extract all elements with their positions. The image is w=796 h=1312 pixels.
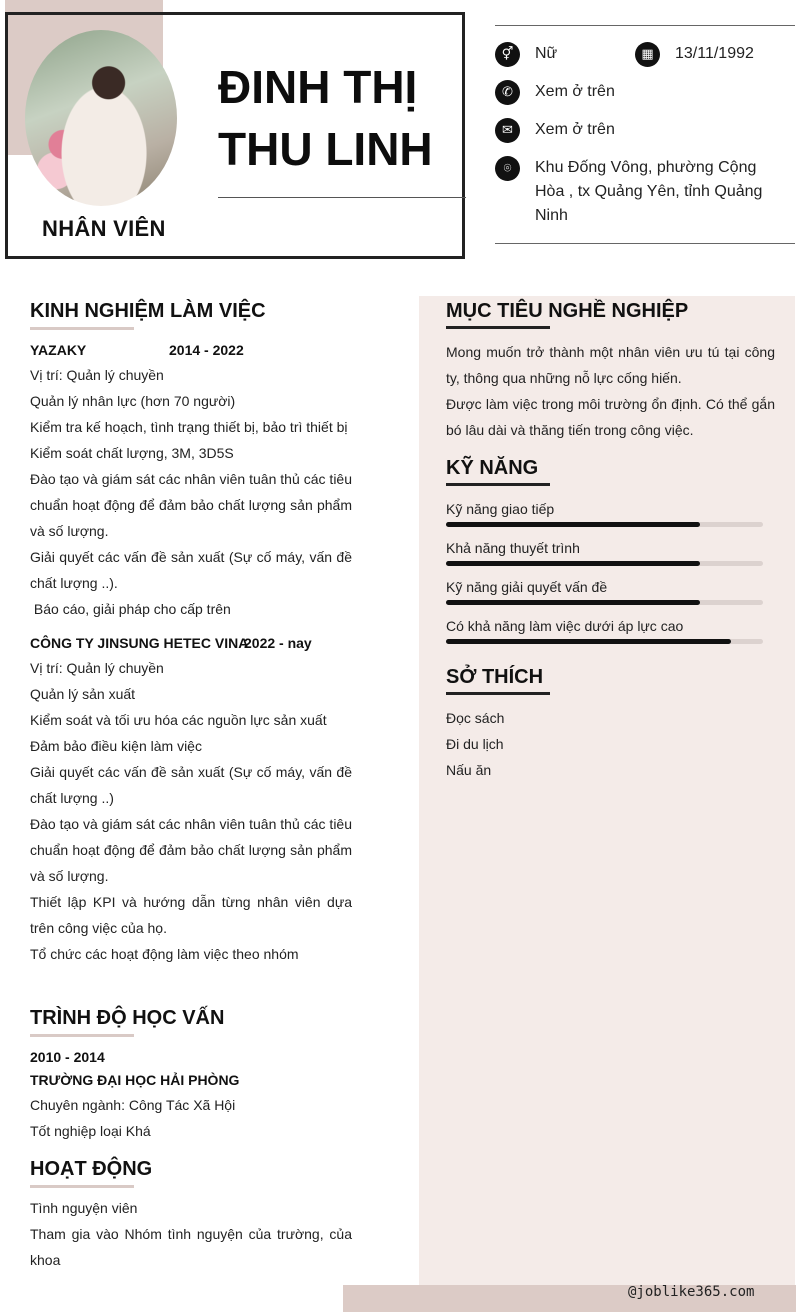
- hobby-item: Đi du lịch: [446, 736, 504, 752]
- job-1-line: Báo cáo, giải pháp cho cấp trên: [30, 601, 231, 617]
- name-line-1: ĐINH THỊ: [218, 61, 418, 113]
- job-1-line: Đào tạo và giám sát các nhân viên tuân thủ các tiêu chuẩn hoạt động để đảm bảo chất lượng sản phẩm và số lượng.: [30, 471, 352, 539]
- activities-title-underline: [30, 1185, 134, 1188]
- skill-bar-fill: [446, 600, 700, 605]
- experience-title-underline: [30, 327, 134, 330]
- activities-title: HOẠT ĐỘNG: [30, 1158, 153, 1180]
- experience-title: KINH NGHIỆM LÀM VIỆC: [30, 300, 266, 322]
- job-2-line: Kiểm soát và tối ưu hóa các nguồn lực sản xuất: [30, 712, 327, 728]
- objective-paragraph: Được làm việc trong môi trường ổn định. Có thể gắn bó lâu dài và thăng tiến trong công việc.: [446, 396, 775, 438]
- job-1-details: [30, 362, 352, 622]
- calendar-icon: ▦: [635, 42, 660, 67]
- right-column-background: [419, 296, 795, 1312]
- address-value: Khu Đống Vông, phường Cộng Hòa , tx Quảng Yên, tỉnh Quảng Ninh: [535, 159, 763, 224]
- hobbies-title: SỞ THÍCH: [446, 666, 544, 688]
- education-title-underline: [30, 1034, 134, 1037]
- job-2-company: CÔNG TY JINSUNG HETEC VINA: [30, 635, 249, 651]
- skills-title: KỸ NĂNG: [446, 457, 539, 479]
- full-name: [218, 56, 458, 180]
- name-line-2: THU LINH: [218, 123, 433, 175]
- education-title: TRÌNH ĐỘ HỌC VẤN: [30, 1007, 225, 1029]
- skill-bar-fill: [446, 561, 700, 566]
- job-1-line: Giải quyết các vấn đề sản xuất (Sự cố máy, vấn đề chất lượng ..).: [30, 549, 352, 591]
- header-frame-left-edge: [5, 12, 8, 259]
- phone-value: Xem ở trên: [535, 83, 615, 100]
- gender-value: Nữ: [535, 45, 558, 62]
- avatar: [25, 30, 177, 206]
- contact-divider-top: [495, 25, 795, 26]
- hobbies-title-underline: [446, 692, 550, 695]
- skill-label: Kỹ năng giải quyết vấn đề: [446, 579, 608, 595]
- education-grade: Tốt nghiệp loại Khá: [30, 1123, 151, 1139]
- skill-bar-track: [446, 522, 763, 527]
- skills-title-underline: [446, 483, 550, 486]
- education-period: 2010 - 2014: [30, 1049, 105, 1065]
- hobbies-list: [446, 705, 775, 783]
- objective-text: [446, 339, 775, 443]
- watermark: @joblike365.com: [628, 1284, 755, 1300]
- job-1-period: 2014 - 2022: [169, 342, 244, 358]
- skill-bar-fill: [446, 522, 700, 527]
- objective-paragraph: Mong muốn trở thành một nhân viên ưu tú tại công ty, thông qua những nỗ lực cống hiến.: [446, 344, 775, 386]
- job-2-line: Giải quyết các vấn đề sản xuất (Sự cố máy, vấn đề chất lượng ..): [30, 764, 352, 806]
- education-major: Chuyên ngành: Công Tác Xã Hội: [30, 1097, 236, 1113]
- name-divider: [218, 197, 466, 198]
- job-2-line: Đào tạo và giám sát các nhân viên tuân thủ các tiêu chuẩn hoạt động để đảm bảo chất lượng sản phẩm và số lượng.: [30, 816, 352, 884]
- skill-bar-track: [446, 561, 763, 566]
- skill-label: Kỹ năng giao tiếp: [446, 501, 555, 517]
- hobby-item: Nấu ăn: [446, 762, 492, 778]
- activity-line: Tình nguyện viên: [30, 1200, 138, 1216]
- job-1-line: Kiểm soát chất lượng, 3M, 3D5S: [30, 445, 234, 461]
- email-value: Xem ở trên: [535, 121, 615, 138]
- skill-bar-track: [446, 639, 763, 644]
- education-school: TRƯỜNG ĐẠI HỌC HẢI PHÒNG: [30, 1072, 240, 1088]
- birthday-value: 13/11/1992: [675, 45, 754, 62]
- job-1-line: Kiểm tra kế hoạch, tình trạng thiết bị, bảo trì thiết bị: [30, 419, 348, 435]
- job-1-line: Vị trí: Quản lý chuyền: [30, 367, 164, 383]
- contact-divider-bottom: [495, 243, 795, 244]
- objective-title-underline: [446, 326, 550, 329]
- location-icon: ⌾: [495, 156, 520, 181]
- education-details: [30, 1092, 352, 1144]
- job-2-line: Tổ chức các hoạt động làm việc theo nhóm: [30, 946, 299, 962]
- hobby-item: Đọc sách: [446, 710, 505, 726]
- job-2-line: Vị trí: Quản lý chuyền: [30, 660, 164, 676]
- job-role: NHÂN VIÊN: [42, 216, 166, 241]
- job-2-period: 2022 - nay: [244, 635, 312, 651]
- objective-title: MỤC TIÊU NGHỀ NGHIỆP: [446, 300, 689, 322]
- activity-line: Tham gia vào Nhóm tình nguyện của trường, của khoa: [30, 1226, 352, 1268]
- job-1-line: Quản lý nhân lực (hơn 70 người): [30, 393, 236, 409]
- activities-details: [30, 1195, 352, 1273]
- skill-bar-fill: [446, 639, 731, 644]
- job-2-line: Quản lý sản xuất: [30, 686, 136, 702]
- job-2-line: Đảm bảo điều kiện làm việc: [30, 738, 202, 754]
- skill-label: Khả năng thuyết trình: [446, 540, 580, 556]
- phone-icon: ✆: [495, 80, 520, 105]
- skill-label: Có khả năng làm việc dưới áp lực cao: [446, 618, 684, 634]
- job-2-line: Thiết lập KPI và hướng dẫn từng nhân viên dựa trên công việc của họ.: [30, 894, 352, 936]
- mail-icon: ✉: [495, 118, 520, 143]
- gender-icon: ⚥: [495, 42, 520, 67]
- job-2-details: [30, 655, 352, 967]
- job-1-company: YAZAKY: [30, 342, 87, 358]
- skill-bar-track: [446, 600, 763, 605]
